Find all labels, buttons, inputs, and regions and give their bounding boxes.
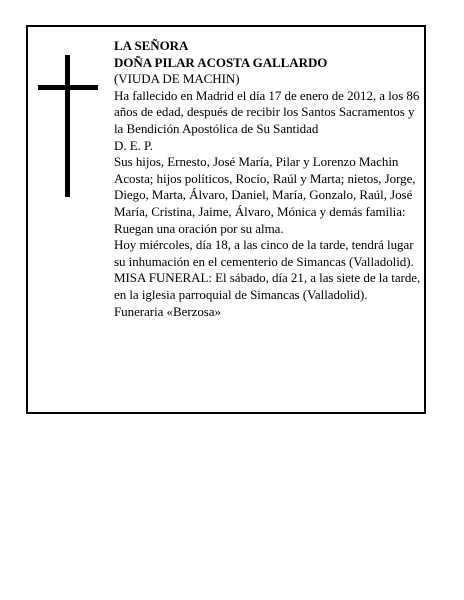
family-list: Sus hijos, Ernesto, José María, Pilar y Lorenzo Machin Acosta; hijos políticos, Rocío, Raúl y Marta; nietos, Jorge, Diego, Marta, Álvaro, Daniel, María, Gonzalo, Raúl, José María, Cristina, Jaime, Álvaro, Mónica y demás familia: <box>114 154 416 219</box>
cross-vertical-bar <box>65 55 70 197</box>
notice-text-block <box>114 38 424 320</box>
prayer-request: Ruegan una oración por su alma. <box>114 220 284 236</box>
burial-details: Hoy miércoles, día 18, a las cinco de la tarde, tendrá lugar su inhumación en el cementerio de Simancas (Valladolid). <box>114 237 414 269</box>
cross-horizontal-bar <box>38 85 98 90</box>
deceased-name: DOÑA PILAR ACOSTA GALLARDO <box>114 54 328 70</box>
cross-icon <box>38 55 98 197</box>
notice-heading: LA SEÑORA <box>114 38 189 53</box>
rip-line: D. E. P. <box>114 137 153 153</box>
death-announcement: Ha fallecido en Madrid el día 17 de enero de 2012, a los 86 años de edad, después de recibir los Santos Sacramentos y la Bendición Apostólica de Su Santidad <box>114 87 420 136</box>
funeral-home: Funeraria «Berzosa» <box>114 303 221 319</box>
deceased-status: (VIUDA DE MACHIN) <box>114 71 240 87</box>
funeral-mass-details: MISA FUNERAL: El sábado, día 21, a las siete de la tarde, en la iglesia parroquial de Simancas (Valladolid). <box>114 270 421 302</box>
